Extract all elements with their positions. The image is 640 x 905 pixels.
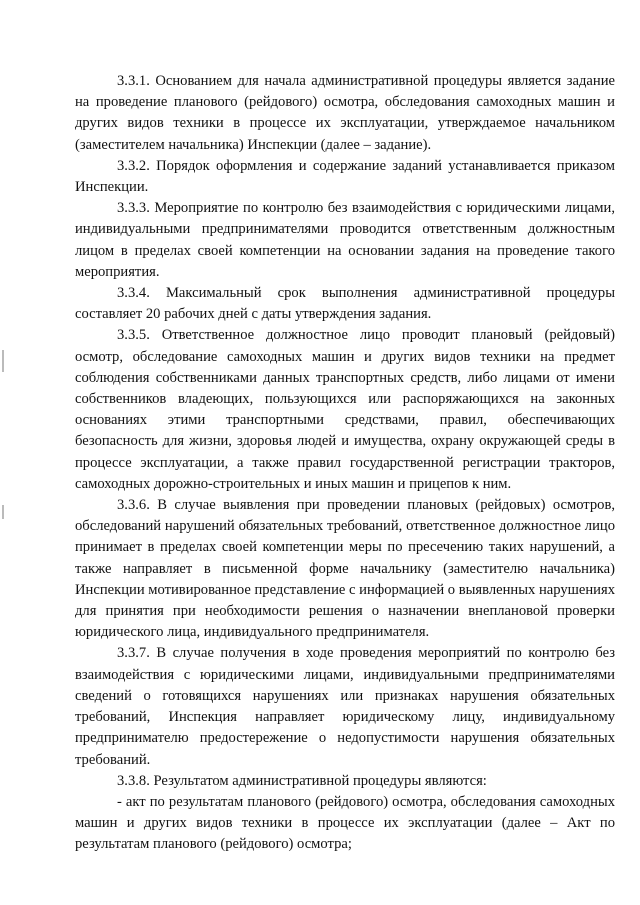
paragraph-3-3-8: 3.3.8. Результатом административной процедуры являются: — [117, 772, 487, 789]
paragraph-3-3-2: 3.3.2. Порядок оформления и содержание заданий устанавливается приказом Инспекции. — [75, 157, 615, 196]
paragraph-3-3-3: 3.3.3. Мероприятие по контролю без взаимодействия с юридическими лицами, индивидуальными предпринимателями проводится ответственным должностным лицом в пределах своей компетенции на основании задания на проведение такого мероприятия. — [75, 200, 615, 280]
list-item-act: - акт по результатам планового (рейдового) осмотра, обследования самоходных машин и других видов техники в процессе их эксплуатации (далее – Акт по результатам планового (рейдового) осмотра; — [75, 793, 615, 853]
paragraph-3-3-5: 3.3.5. Ответственное должностное лицо проводит плановый (рейдовый) осмотр, обследование самоходных машин и других видов техники на предмет соблюдения собственниками данных транспортных средств, либо лицами от имени собственников владеющих, пользующихся или распоряжающихся на законных основаниях этими транспортными средствами, правил, обеспечивающих безопасность для жизни, здоровья людей и имущества, охрану окружающей среды в процессе эксплуатации, а также правил государственной регистрации тракторов, самоходных дорожно-строительных и иных машин и прицепов к ним. — [75, 327, 615, 492]
paragraph-3-3-6: 3.3.6. В случае выявления при проведении плановых (рейдовых) осмотров, обследований нарушений обязательных требований, ответственное должностное лицо принимает в пределах своей компетенции меры по пресечению таких нарушений, а также направляет в письменной форме начальнику (заместителю начальника) Инспекции мотивированное представление с информацией о выявленных нарушениях для принятия при необходимости решения о назначении внеплановой проверки юридического лица, индивидуального предпринимателя. — [75, 497, 615, 641]
document-body — [75, 71, 615, 856]
paragraph-3-3-1: 3.3.1. Основанием для начала административной процедуры является задание на проведение планового (рейдового) осмотра, обследования самоходных машин и других видов техники в процессе их эксплуатации, утверждаемое начальником (заместителем начальника) Инспекции (далее – задание). — [75, 73, 615, 153]
paragraph-3-3-7: 3.3.7. В случае получения в ходе проведения мероприятий по контролю без взаимодействия с юридическими лицами, индивидуальными предпринимателями сведений о готовящихся нарушениях или признаках нарушения обязательных требований, Инспекция направляет юридическому лицу, индивидуальному предпринимателю предостережение о недопустимости нарушения обязательных требований. — [75, 645, 615, 768]
scan-margin-mark — [2, 350, 4, 372]
scan-margin-mark — [2, 505, 4, 519]
paragraph-3-3-4: 3.3.4. Максимальный срок выполнения административной процедуры составляет 20 рабочих дней с даты утверждения задания. — [75, 285, 615, 323]
